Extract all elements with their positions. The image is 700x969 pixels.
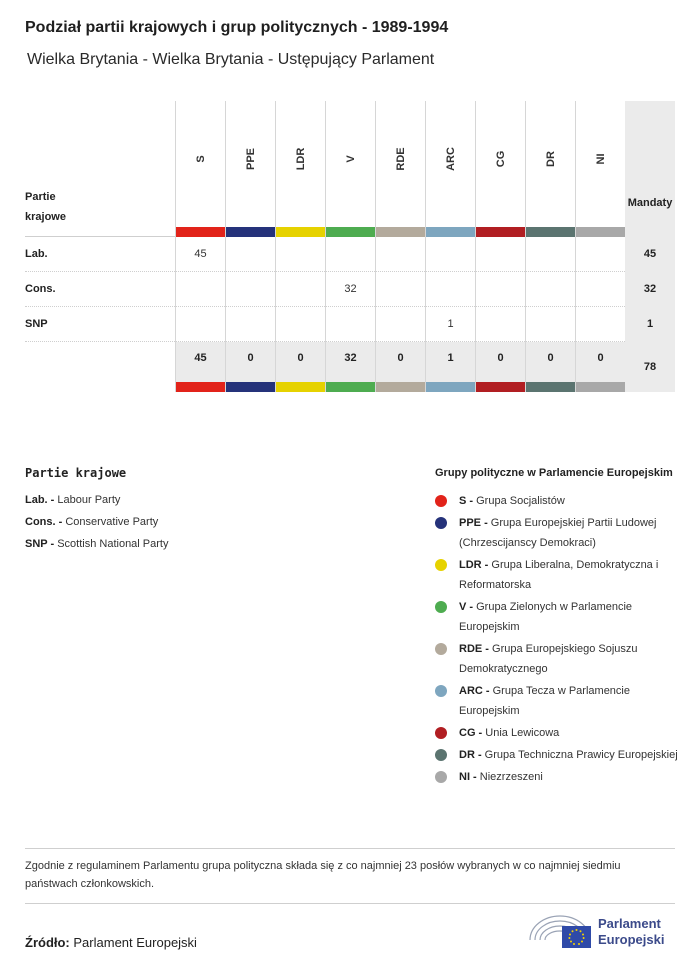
seat-cell [225,307,275,342]
group-total-cell [175,342,225,392]
row-total: 45 [625,237,675,272]
group-abbr: PPE - [459,517,488,529]
group-name: Unia Lewicowa [485,727,560,739]
group-total-cell [275,342,325,392]
group-legend-item [435,745,680,765]
group-legend-item [435,597,680,637]
group-code-label: V [344,155,357,163]
national-parties-legend-title: Partie krajowe [25,466,127,480]
group-code-label: RDE [394,147,407,171]
group-color-dot [435,727,447,739]
group-color-bar [176,382,225,392]
group-color-dot [435,517,447,529]
group-abbr: RDE - [459,643,489,655]
group-name: Grupa Zielonych w Parlamencie Europejskim [459,601,633,633]
group-column-header [425,101,475,237]
seat-cell [225,237,275,272]
party-legend-item [25,511,385,533]
seat-cell [425,237,475,272]
group-column-header [575,101,625,237]
group-abbr: DR - [459,749,482,761]
group-code-label: DR [544,151,557,167]
source-label: Źródło: [25,935,70,950]
group-legend-item [435,767,680,787]
group-color-bar [226,227,275,237]
group-total-cell [325,342,375,392]
seat-cell: 1 [425,307,475,342]
group-column-header [175,101,225,237]
national-parties-legend [25,466,385,555]
table-row [25,237,675,272]
group-name: Grupa Socjalistów [476,495,565,507]
group-name: Grupa Europejskiego Sojuszu Demokratycznego [459,643,638,675]
seat-cell: 45 [175,237,225,272]
political-groups-legend [435,466,680,789]
group-total-value: 0 [297,352,304,364]
page-subtitle: Wielka Brytania - Wielka Brytania - Ustępujący Parlament [27,51,435,68]
group-total-cell [525,342,575,392]
group-legend-item [435,639,680,679]
party-name: Scottish National Party [57,538,169,550]
political-groups-legend-title: Grupy polityczne w Parlamencie Europejskim [435,467,673,479]
seat-cell [275,237,325,272]
group-color-bar [176,227,225,237]
row-total: 1 [625,307,675,342]
source-line [25,935,197,950]
party-legend-item [25,489,385,511]
party-legend-item [25,533,385,555]
seat-cell [525,237,575,272]
mandates-header: Mandaty [625,101,675,237]
group-color-dot [435,559,447,571]
group-total-cell [575,342,625,392]
totals-row [25,342,675,392]
european-parliament-logo [528,910,678,950]
seat-cell [225,272,275,307]
group-legend-item [435,555,680,595]
seat-cell [325,237,375,272]
group-abbr: S - [459,495,474,507]
seat-cell [275,272,325,307]
seat-cell [175,307,225,342]
seat-cell [375,307,425,342]
group-color-dot [435,685,447,697]
group-abbr: LDR - [459,559,489,571]
group-color-dot [435,601,447,613]
group-abbr: NI - [459,771,477,783]
group-code-label: CG [494,150,507,168]
group-legend-item [435,681,680,721]
group-total-value: 0 [397,352,404,364]
seat-distribution-table [25,101,675,392]
group-color-bar [376,382,425,392]
logo-text-line2: Europejski [598,932,665,947]
group-total-value: 0 [247,352,254,364]
seat-cell [575,307,625,342]
group-code-label: PPE [244,147,257,171]
group-color-bar [326,382,375,392]
seat-cell [525,307,575,342]
party-name: Labour Party [57,494,121,506]
seat-cell [475,272,525,307]
seat-cell: 32 [325,272,375,307]
group-color-bar [426,227,475,237]
party-name: Conservative Party [65,516,159,528]
group-code-label: NI [594,153,607,165]
group-color-bar [426,382,475,392]
group-column-header [525,101,575,237]
seat-cell [375,237,425,272]
seat-cell [575,272,625,307]
group-column-header [225,101,275,237]
group-column-header [325,101,375,237]
group-total-cell [375,342,425,392]
group-abbr: V - [459,601,474,613]
seat-cell [325,307,375,342]
group-name: Niezrzeszeni [479,771,543,783]
group-color-bar [576,382,625,392]
group-color-dot [435,771,447,783]
source-value: Parlament Europejski [73,935,197,950]
group-color-bar [226,382,275,392]
group-color-bar [376,227,425,237]
group-color-bar [326,227,375,237]
party-label: Lab. [25,248,48,260]
group-total-cell [225,342,275,392]
group-total-value: 0 [597,352,604,364]
party-label: Cons. [25,283,56,295]
table-header-row [25,101,675,237]
logo-text-line1: Parlament [598,916,661,931]
group-total-cell [475,342,525,392]
group-total-value: 0 [497,352,504,364]
seat-cell [525,272,575,307]
european-parliament-logo-icon [528,910,592,950]
group-total-value: 0 [547,352,554,364]
group-color-bar [526,227,575,237]
grand-total: 78 [625,342,675,392]
group-abbr: ARC - [459,685,490,697]
group-total-value: 1 [447,352,454,364]
group-total-cell [425,342,475,392]
group-color-dot [435,749,447,761]
group-name: Grupa Liberalna, Demokratyczna i Reformatorska [459,559,659,591]
group-color-bar [476,227,525,237]
group-column-header [275,101,325,237]
group-color-dot [435,495,447,507]
row-total: 32 [625,272,675,307]
seat-cell [475,307,525,342]
group-color-bar [476,382,525,392]
seat-cell [575,237,625,272]
seat-cell [275,307,325,342]
group-column-header [475,101,525,237]
group-color-dot [435,643,447,655]
group-total-value: 45 [194,352,207,364]
group-name: Grupa Tecza w Parlamencie Europejskim [459,685,630,717]
seat-cell [425,272,475,307]
row-header-label: Partie krajowe [25,191,66,223]
group-column-header [375,101,425,237]
group-color-bar [276,382,325,392]
seat-cell [375,272,425,307]
seat-cell [475,237,525,272]
group-abbr: CG - [459,727,483,739]
group-color-bar [276,227,325,237]
group-name: Grupa Techniczna Prawicy Europejskiej [484,749,678,761]
page-title: Podział partii krajowych i grup politycznych - 1989-1994 [25,19,449,36]
group-code-label: S [194,155,207,163]
party-abbr: Cons. - [25,516,63,528]
party-abbr: Lab. - [25,494,55,506]
group-color-bar [576,227,625,237]
group-legend-item [435,491,680,511]
party-abbr: SNP - [25,538,55,550]
seat-cell [175,272,225,307]
group-name: Grupa Europejskiej Partii Ludowej (Chrzescijanscy Demokraci) [459,517,657,549]
party-label: SNP [25,318,48,330]
footnote: Zgodnie z regulaminem Parlamentu grupa polityczna składa się z co najmniej 23 posłów wybranych w co najmniej siedmiu państwach członkowskich. [25,848,675,904]
group-total-value: 32 [344,352,357,364]
group-legend-item [435,723,680,743]
group-legend-item [435,513,680,553]
table-row [25,307,675,342]
group-code-label: ARC [444,147,457,171]
group-color-bar [526,382,575,392]
table-row [25,272,675,307]
group-code-label: LDR [294,147,307,171]
